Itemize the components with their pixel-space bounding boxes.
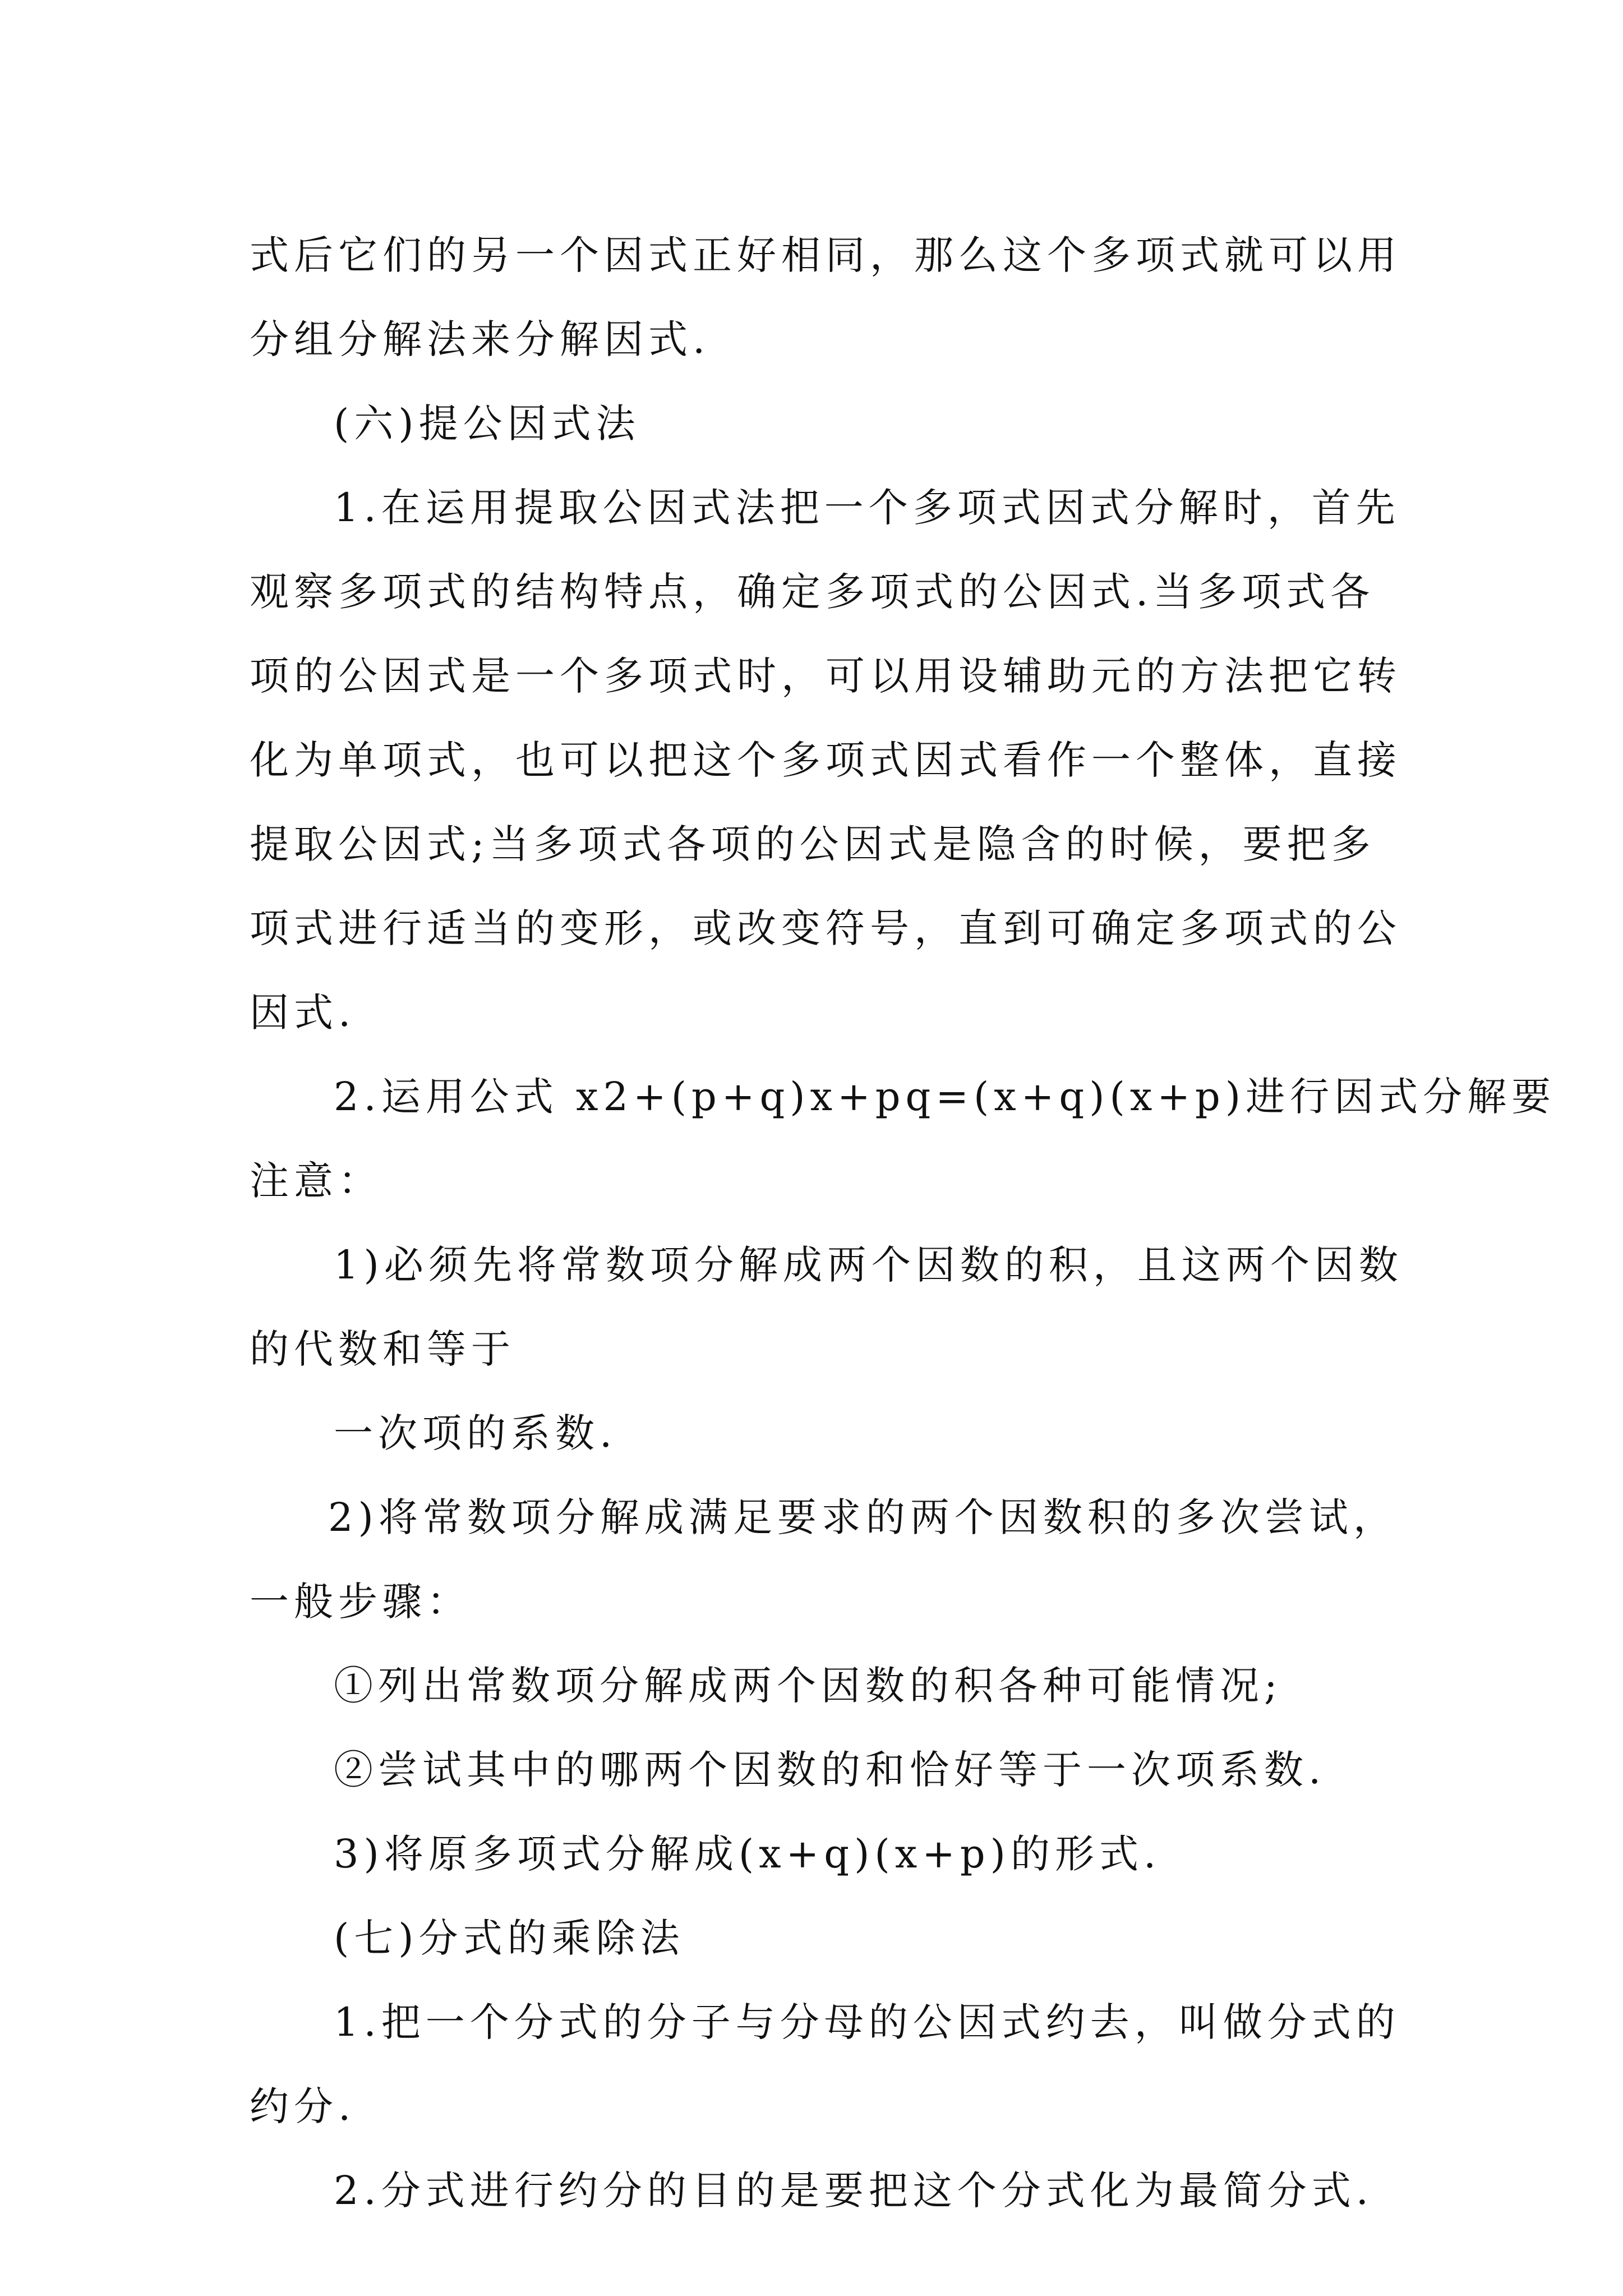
paragraph-line: 项的公因式是一个多项式时，可以用设辅助元的方法把它转: [250, 653, 1401, 699]
paragraph-line: 1.在运用提取公因式法把一个多项式因式分解时，首先: [334, 485, 1400, 531]
paragraph-line: 约分.: [250, 2083, 356, 2129]
paragraph-line: 化为单项式，也可以把这个多项式因式看作一个整体，直接: [250, 737, 1401, 783]
paragraph-line: 观察多项式的结构特点，确定多项式的公因式.当多项式各: [250, 569, 1375, 615]
paragraph-line: 注意：: [250, 1158, 382, 1204]
paragraph-line: 项式进行适当的变形，或改变符号，直到可确定多项式的公: [250, 905, 1401, 951]
paragraph-line: 2)将常数项分解成满足要求的两个因数积的多次尝试，: [328, 1494, 1398, 1540]
list-item: ①列出常数项分解成两个因数的积各种可能情况;: [334, 1663, 1283, 1709]
section-heading: (七)分式的乘除法: [334, 1915, 685, 1961]
paragraph-line: 一次项的系数.: [334, 1410, 617, 1456]
paragraph-line: 1)必须先将常数项分解成两个因数的积，且这两个因数: [334, 1242, 1403, 1288]
paragraph-line: 3)将原多项式分解成(x+q)(x+p)的形式.: [334, 1831, 1161, 1877]
paragraph-line: 的代数和等于: [250, 1326, 515, 1372]
section-heading: (六)提公因式法: [334, 401, 640, 447]
list-item: ②尝试其中的哪两个因数的和恰好等于一次项系数.: [334, 1747, 1326, 1793]
paragraph-line: 2.分式进行约分的目的是要把这个分式化为最简分式.: [334, 2168, 1374, 2214]
paragraph-line: 提取公因式;当多项式各项的公因式是隐含的时候，要把多: [250, 821, 1376, 867]
paragraph-line: 2.运用公式 x2+(p+q)x+pq=(x+q)(x+p)进行因式分解要: [334, 1074, 1556, 1120]
paragraph-line: 一般步骤：: [250, 1579, 471, 1625]
document-body: [250, 213, 1556, 2233]
paragraph-line: 分组分解法来分解因式.: [250, 316, 711, 362]
paragraph-line: 因式.: [250, 990, 356, 1036]
paragraph-line: 式后它们的另一个因式正好相同，那么这个多项式就可以用: [250, 232, 1401, 278]
paragraph-line: 1.把一个分式的分子与分母的公因式约去，叫做分式的: [334, 1999, 1400, 2045]
